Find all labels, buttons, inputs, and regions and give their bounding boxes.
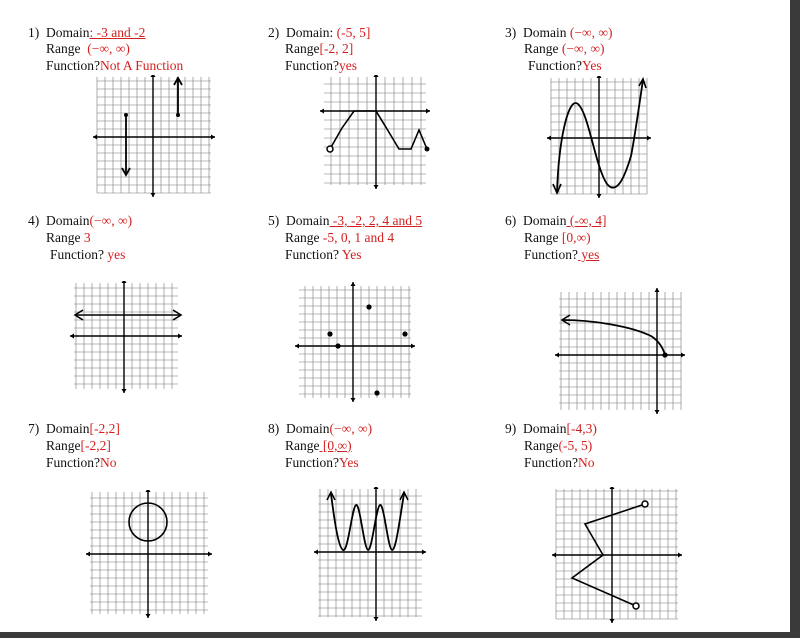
function-answer: No xyxy=(100,455,117,470)
range-label: Range xyxy=(524,230,559,245)
problem-number: 6) xyxy=(505,213,517,228)
domain-label: Domain xyxy=(286,421,330,436)
domain-label: Domain: xyxy=(286,25,334,40)
range-answer: [0,∞) xyxy=(319,438,352,453)
domain-answer: (-5, 5] xyxy=(333,25,371,40)
domain-answer: (−∞, ∞) xyxy=(89,213,133,228)
range-label: Range xyxy=(524,41,559,56)
range-line xyxy=(46,230,91,247)
function-answer: yes xyxy=(578,247,600,262)
function-label: Function? xyxy=(50,247,104,262)
range-label: Range xyxy=(46,41,81,56)
range-answer: [0,∞) xyxy=(558,230,591,245)
domain-answer: : -3 and -2 xyxy=(89,25,146,40)
range-label: Range xyxy=(46,438,81,453)
grid-background xyxy=(299,286,411,398)
range-label: Range xyxy=(285,230,320,245)
problem-number: 8) xyxy=(268,421,280,436)
problem-number: 7) xyxy=(28,421,40,436)
function-label: Function? xyxy=(524,455,578,470)
function-label: Function? xyxy=(46,58,100,73)
graph-8 xyxy=(310,487,432,621)
domain-answer: (−∞, ∞) xyxy=(329,421,373,436)
grid-background xyxy=(97,77,211,193)
range-label: Range xyxy=(524,438,559,453)
domain-answer: [-4,3) xyxy=(566,421,597,436)
graph-2 xyxy=(318,75,438,189)
function-line xyxy=(524,455,595,472)
domain-line xyxy=(505,25,612,42)
domain-line xyxy=(268,421,372,438)
function-answer: No xyxy=(578,455,595,470)
function-answer: yes xyxy=(104,247,126,262)
range-line xyxy=(524,41,604,58)
range-line xyxy=(285,438,352,455)
function-label: Function? xyxy=(285,58,339,73)
domain-answer: (-∞, 4] xyxy=(566,213,607,228)
domain-line xyxy=(505,213,607,230)
range-label: Range xyxy=(46,230,81,245)
range-answer: -5, 0, 1 and 4 xyxy=(319,230,395,245)
problem-number: 2) xyxy=(268,25,280,40)
domain-label: Domain xyxy=(523,25,567,40)
graph-3 xyxy=(543,76,659,198)
function-line xyxy=(46,455,117,472)
function-line xyxy=(285,58,357,75)
function-answer: Not A Function xyxy=(100,58,184,73)
graph-7 xyxy=(84,490,216,618)
problem-number: 4) xyxy=(28,213,40,228)
domain-line xyxy=(268,213,422,230)
function-line xyxy=(285,455,359,472)
domain-answer: -3, -2, 2, 4 and 5 xyxy=(329,213,423,228)
function-line xyxy=(528,58,602,75)
function-line xyxy=(50,247,125,264)
grid-background xyxy=(90,492,208,614)
range-answer: (−∞, ∞) xyxy=(83,41,130,56)
problem-number: 1) xyxy=(28,25,40,40)
range-line xyxy=(524,438,592,455)
graph-4 xyxy=(66,281,188,397)
function-label: Function? xyxy=(285,247,339,262)
function-answer: yes xyxy=(339,58,357,73)
graph-9 xyxy=(548,487,686,623)
domain-line xyxy=(505,421,597,438)
graph-5 xyxy=(293,282,419,404)
domain-line xyxy=(28,25,145,42)
function-line xyxy=(524,247,599,264)
domain-label: Domain xyxy=(523,421,567,436)
range-line xyxy=(524,230,591,247)
range-answer: [-2,2] xyxy=(80,438,111,453)
range-answer: [-2, 2] xyxy=(319,41,354,56)
range-label: Range xyxy=(285,438,320,453)
domain-answer: [-2,2] xyxy=(89,421,120,436)
domain-label: Domain xyxy=(46,25,90,40)
domain-line xyxy=(268,25,370,42)
domain-label: Domain xyxy=(46,213,90,228)
domain-line xyxy=(28,213,132,230)
function-line xyxy=(285,247,362,264)
range-line xyxy=(285,230,394,247)
function-label: Function? xyxy=(528,58,582,73)
problem-number: 3) xyxy=(505,25,517,40)
function-label: Function? xyxy=(285,455,339,470)
graph-6 xyxy=(551,286,689,416)
function-answer: Yes xyxy=(582,58,602,73)
function-label: Function? xyxy=(46,455,100,470)
problem-number: 9) xyxy=(505,421,517,436)
function-line xyxy=(46,58,183,75)
function-answer: Yes xyxy=(339,455,359,470)
range-answer: (−∞, ∞) xyxy=(558,41,605,56)
range-line xyxy=(46,41,130,58)
domain-label: Domain xyxy=(46,421,90,436)
range-answer: (-5, 5) xyxy=(558,438,593,453)
function-label: Function? xyxy=(524,247,578,262)
function-answer: Yes xyxy=(339,247,362,262)
problem-number: 5) xyxy=(268,213,280,228)
domain-label: Domain xyxy=(286,213,330,228)
domain-line xyxy=(28,421,120,438)
range-line xyxy=(46,438,111,455)
range-line xyxy=(285,41,353,58)
domain-answer: (−∞, ∞) xyxy=(566,25,613,40)
range-label: Range xyxy=(285,41,320,56)
domain-label: Domain xyxy=(523,213,567,228)
graph-1 xyxy=(89,75,227,203)
range-answer: 3 xyxy=(80,230,91,245)
